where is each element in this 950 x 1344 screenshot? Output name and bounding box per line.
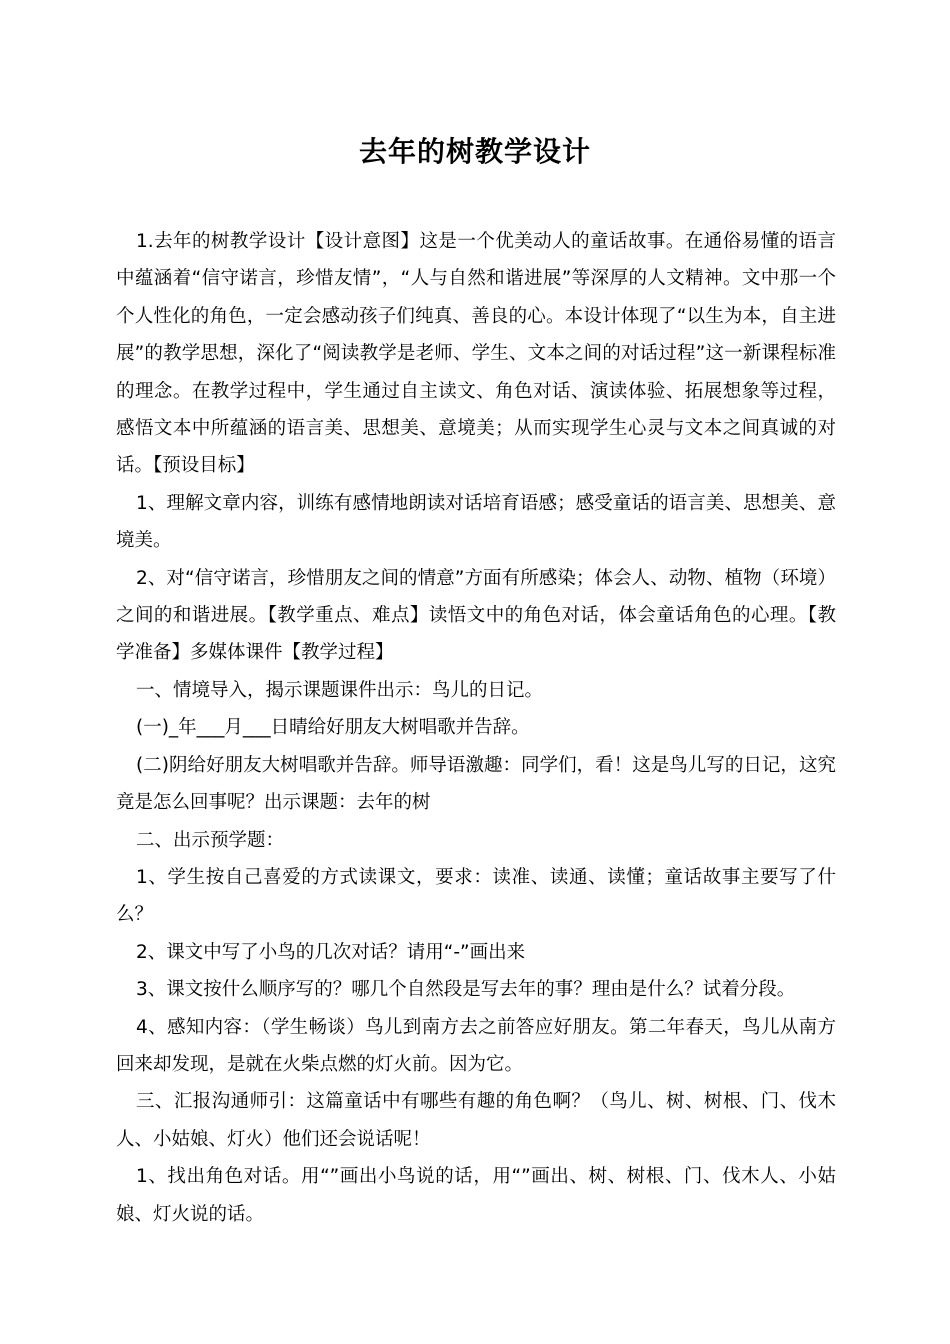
paragraph: 3、课文按什么顺序写的？哪几个自然段是写去年的事？理由是什么？试着分段。: [136, 979, 796, 1001]
paragraph: 2、对“信守诺言，珍惜朋友之间的情意”方面有所感染；体会人、动物、植物（环境）之间的和谐进展。【教学重点、难点】读悟文中的角色对话，体会童话角色的心理。【教学准备】多媒体课件【教学过程】: [116, 567, 836, 664]
paragraph: 二、出示预学题：: [136, 829, 285, 851]
paragraph: 1.去年的树教学设计【设计意图】这是一个优美动人的童话故事。在通俗易懂的语言中蕴涵着“信守诺言，珍惜友情”，“人与自然和谐进展”等深厚的人文精神。文中那一个个人性化的角色，一定会感动孩子们纯真、善良的心。本设计体现了“以生为本，自主进展”的教学思想，深化了“阅读教学是老师、学生、文本之间的对话过程”这一新课程标准的理念。在教学过程中，学生通过自主读文、角色对话、演读体验、拓展想象等过程，感悟文本中所蕴涵的语言美、思想美、意境美；从而实现学生心灵与文本之间真诚的对话。【预设目标】: [116, 231, 836, 477]
paragraph: (二)阴给好朋友大树唱歌并告辞。师导语激趣：同学们，看！这是鸟儿写的日记，这究竟是怎么回事呢？出示课题：去年的树: [116, 754, 836, 814]
paragraph: 1、找出角色对话。用“”画出小鸟说的话，用“”画出、树、树根、门、伐木人、小姑娘、灯火说的话。: [116, 1166, 836, 1225]
paragraph: 4、感知内容：（学生畅谈）鸟儿到南方去之前答应好朋友。第二年春天，鸟儿从南方回来却发现，是就在火柴点燃的灯火前。因为它。: [116, 1016, 836, 1075]
paragraph: 一、情境导入，揭示课题课件出示：鸟儿的日记。: [136, 679, 544, 701]
paragraph: 1、理解文章内容，训练有感情地朗读对话培育语感；感受童话的语言美、思想美、意境美。: [116, 492, 836, 552]
document-title: 去年的树教学设计: [358, 135, 591, 168]
paragraph: 三、汇报沟通师引：这篇童话中有哪些有趣的角色啊？（鸟儿、树、树根、门、伐木人、小姑娘、灯火）他们还会说话呢！: [116, 1091, 836, 1150]
paragraph: (一)_年___月___日晴给好朋友大树唱歌并告辞。: [136, 717, 530, 739]
document-body: [116, 223, 836, 1233]
paragraph: 1、学生按自己喜爱的方式读课文，要求：读准、读通、读懂；童话故事主要写了什么？: [116, 866, 836, 926]
paragraph: 2、课文中写了小鸟的几次对话？请用“-”画出来: [136, 941, 526, 963]
